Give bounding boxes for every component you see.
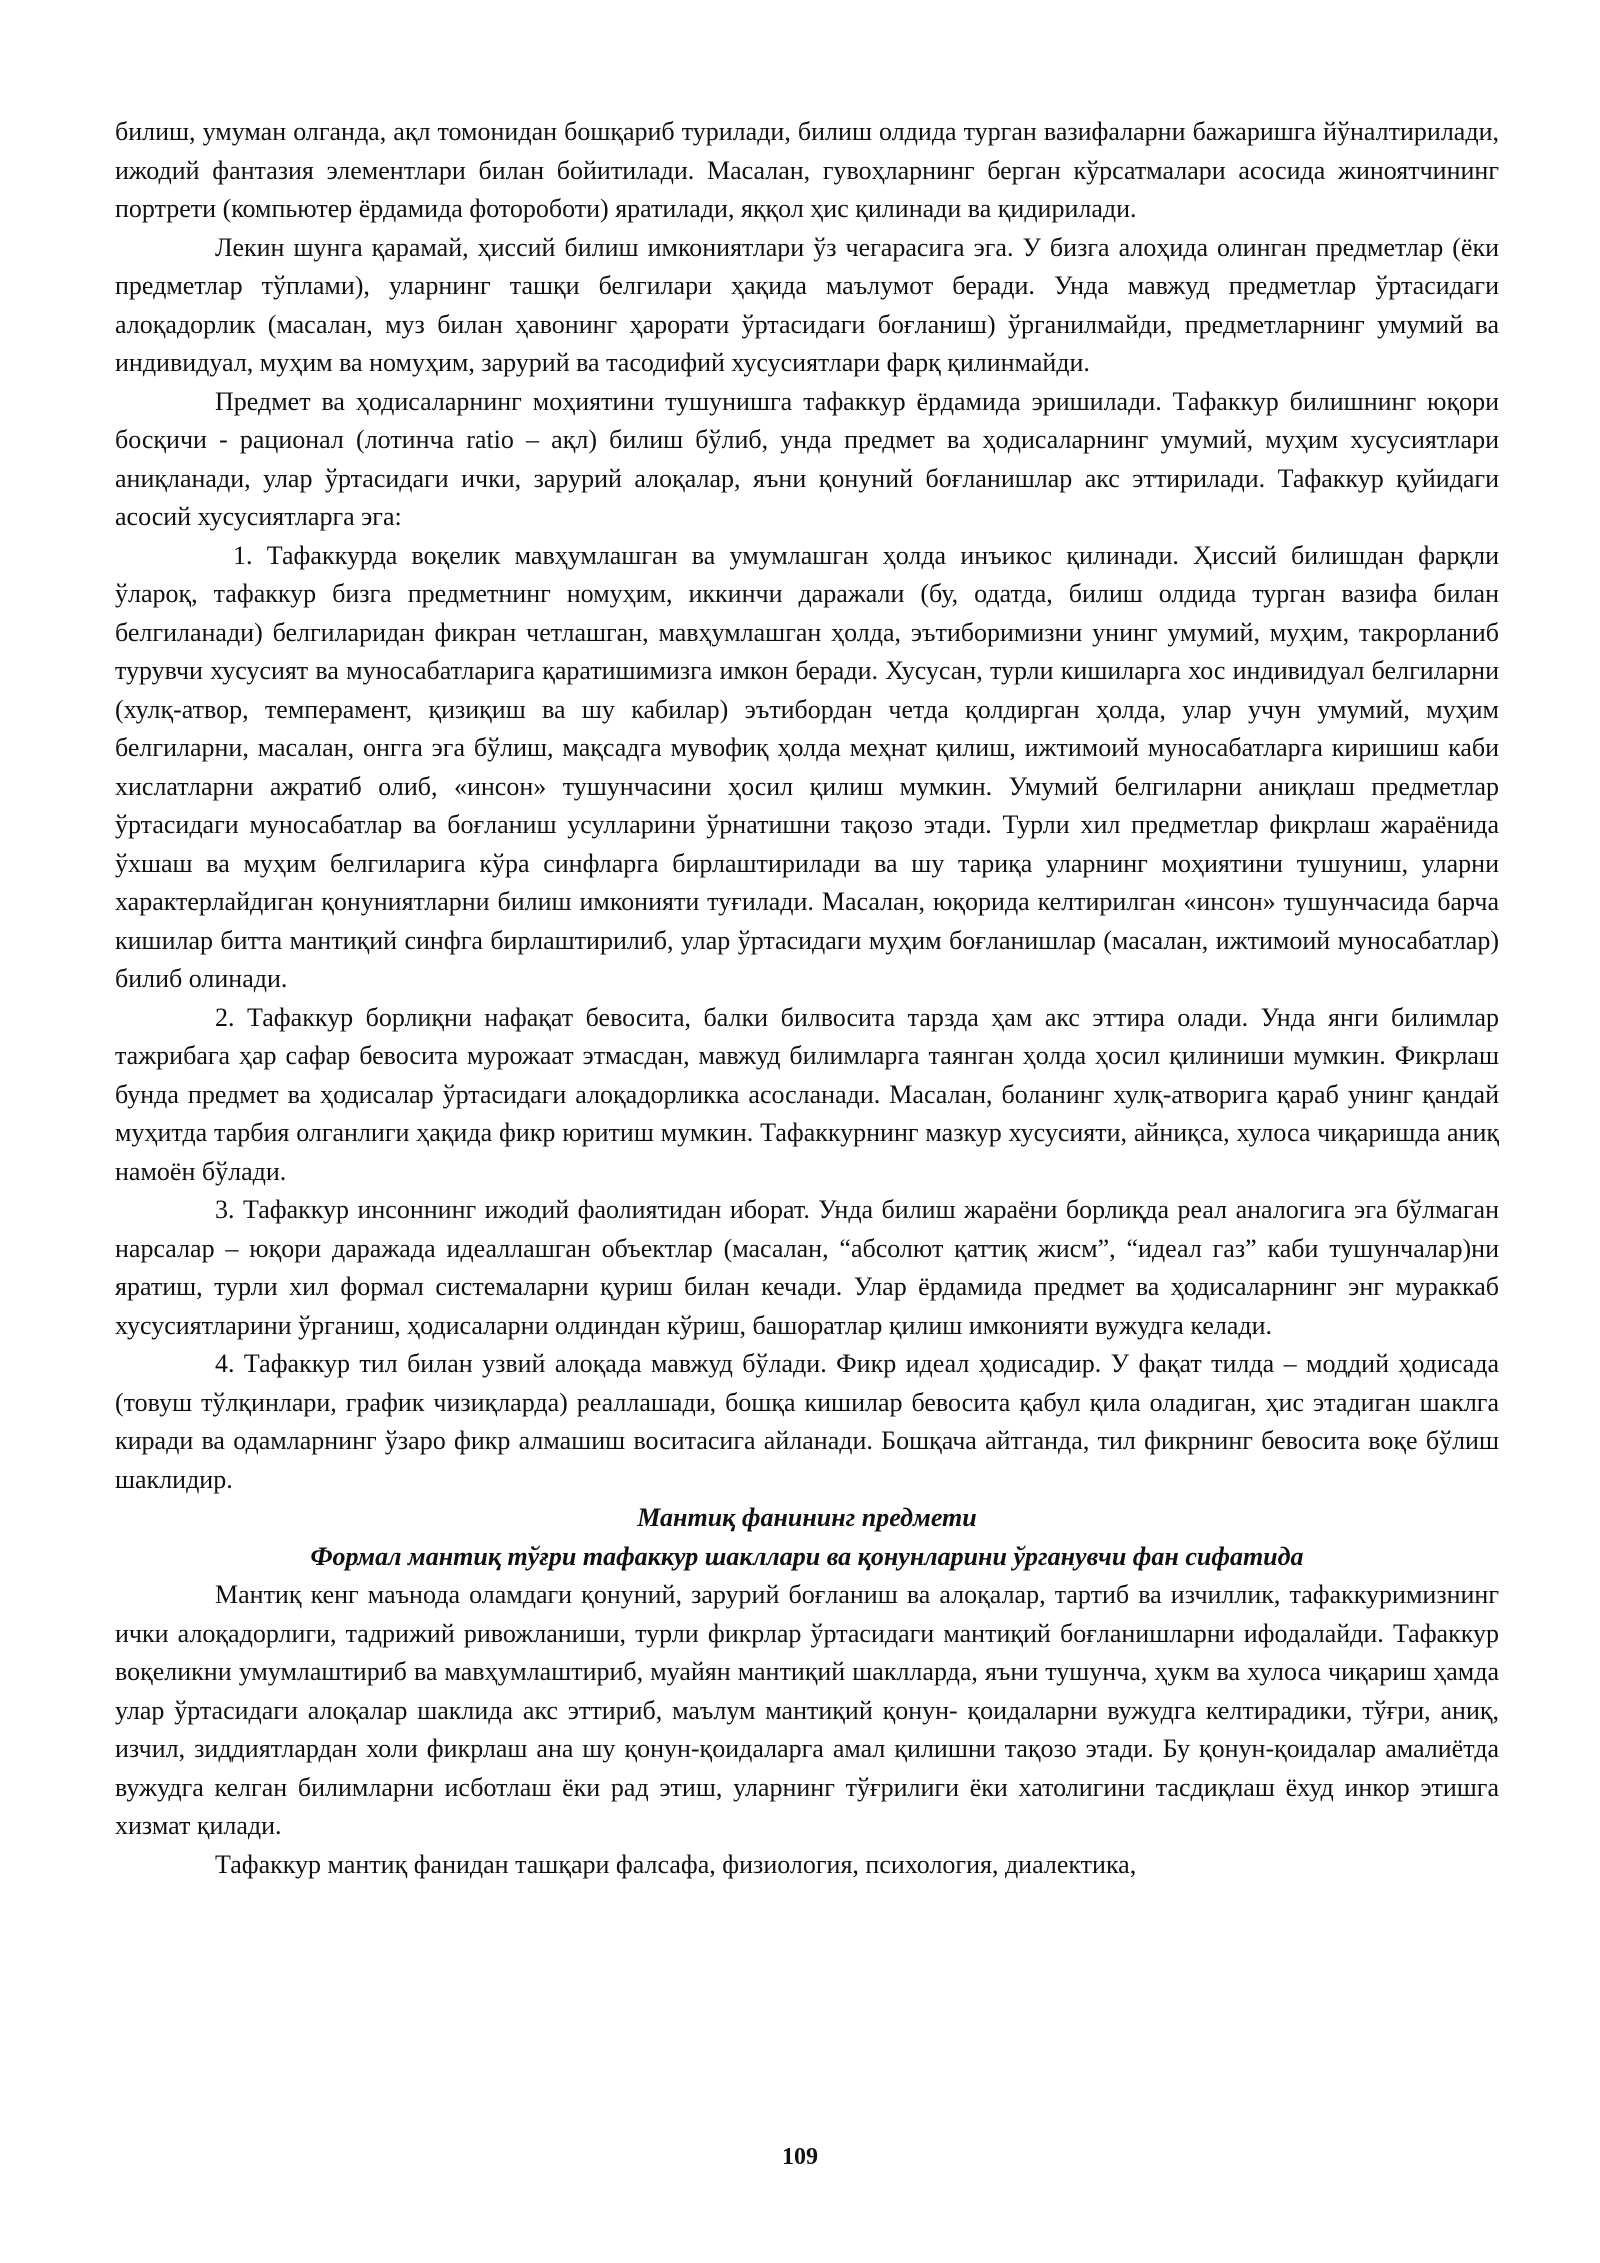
section-heading: Формал мантиқ тўғри тафаккур шакллари ва қонунларини ўрганувчи фан сифатида (310, 1541, 1304, 1571)
paragraph: 3. Тафаккур инсоннинг ижодий фаолиятидан иборат. Унда билиш жараёни борлиқда реал аналогига эга бўлмаган нарсалар – юқори даражада идеаллашган объектлар (масалан, “абсолют қаттиқ жисм”, “идеал газ” каби тушунчалар)ни яратиш, турли хил формал системаларни қуриш билан кечади. Улар ёрдамида предмет ва ҳодисаларнинг энг мураккаб хусусиятларини ўрганиш, ҳодисаларни олдиндан кўриш, башоратлар қилиш имконияти вужудга келади. (115, 1195, 1499, 1340)
document-body (115, 113, 1499, 1884)
paragraph: 1. Тафаккурда воқелик мавҳумлашган ва умумлашган ҳолда инъикос қилинади. Ҳиссий билишдан фарқли ўлароқ, тафаккур бизга предметнинг номуҳим, иккинчи даражали (бу, одатда, билиш олдида турган вазифа билан белгиланади) белгиларидан фикран четлашган, мавҳумлашган ҳолда, эътиборимизни унинг умумий, муҳим, такрорланиб турувчи хусусият ва муносабатларига қаратишимизга имкон беради. Хусусан, турли кишиларга хос индивидуал белгиларни (хулқ-атвор, темперамент, қизиқиш ва шу кабилар) эътибордан четда қолдирган ҳолда, улар учун умумий, муҳим белгиларни, масалан, онгга эга бўлиш, мақсадга мувофиқ ҳолда меҳнат қилиш, ижтимоий муносабатларга киришиш каби хислатларни ажратиб олиб, «инсон» тушунчасини ҳосил қилиш мумкин. Умумий белгиларни аниқлаш предметлар ўртасидаги муносабатлар ва боғланиш усулларини ўрнатишни тақозо этади. Турли хил предметлар фикрлаш жараёнида ўхшаш ва муҳим белгиларига кўра синфларга бирлаштирилади ва шу тариқа уларнинг моҳиятини тушуниш, уларни характерлайдиган қонуниятларни билиш имконияти туғилади. Масалан, юқорида келтирилган «инсон» тушунчасида барча кишилар битта мантиқий синфга бирлаштирилиб, улар ўртасидаги муҳим боғланишлар (масалан, ижтимоий муносабатлар) билиб олинади. (115, 540, 1499, 993)
paragraph: Лекин шунга қарамай, ҳиссий билиш имкониятлари ўз чегарасига эга. У бизга алоҳида олинган предметлар (ёки предметлар тўплами), уларнинг ташқи белгилари ҳақида маълумот беради. Унда мавжуд предметлар ўртасидаги алоқадорлик (масалан, муз билан ҳавонинг ҳарорати ўртасидаги боғланиш) ўрганилмайди, предметларнинг умумий ва индивидуал, муҳим ва номуҳим, зарурий ва тасодифий хусусиятлари фарқ қилинмайди. (115, 232, 1499, 377)
paragraph: 4. Тафаккур тил билан узвий алоқада мавжуд бўлади. Фикр идеал ҳодисадир. У фақат тилда – моддий ҳодисада (товуш тўлқинлари, график чизиқларда) реаллашади, бошқа кишилар бевосита қабул қила оладиган, ҳис этадиган шаклга киради ва одамларнинг ўзаро фикр алмашиш воситасига айланади. Бошқача айтганда, тил фикрнинг бевосита воқе бўлиш шаклидир. (115, 1349, 1499, 1494)
section-heading: Мантиқ фанининг предмети (637, 1503, 977, 1532)
paragraph: Мантиқ кенг маънода оламдаги қонуний, зарурий боғланиш ва алоқалар, тартиб ва изчиллик, тафаккуримизнинг ички алоқадорлиги, тадрижий ривожланиши, турли фикрлар ўртасидаги мантиқий боғланишларни ифодалайди. Тафаккур воқеликни умумлаштириб ва мавҳумлаштириб, муайян мантиқий шаклларда, яъни тушунча, ҳукм ва хулоса чиқариш ҳамда улар ўртасидаги алоқалар шаклида акс эттириб, маълум мантиқий қонун- қоидаларни вужудга келтирадики, тўғри, аниқ, изчил, зиддиятлардан холи фикрлаш ана шу қонун-қоидаларга амал қилишни тақозо этади. Бу қонун-қоидалар амалиётда вужудга келган билимларни исботлаш ёки рад этиш, уларнинг тўғрилиги ёки хатолигини тасдиқлаш ёхуд инкор этишга хизмат қилади. (115, 1580, 1499, 1840)
paragraph: Тафаккур мантиқ фанидан ташқари фалсафа, физиология, психология, диалектика, (215, 1849, 1137, 1879)
page-number: 109 (782, 2144, 818, 2170)
paragraph: Предмет ва ҳодисаларнинг моҳиятини тушунишга тафаккур ёрдамида эришилади. Тафаккур билишнинг юқори босқичи - рационал (лотинча ratio – ақл) билиш бўлиб, унда предмет ва ҳодисаларнинг умумий, муҳим хусусиятлари аниқланади, улар ўртасидаги ички, зарурий алоқалар, яъни қонуний боғланишлар акс эттирилади. Тафаккур қуйидаги асосий хусусиятларга эга: (115, 386, 1499, 531)
paragraph: билиш, умуман олганда, ақл томонидан бошқариб турилади, билиш олдида турган вазифаларни бажаришга йўналтирилади, ижодий фантазия элементлари билан бойитилади. Масалан, гувоҳларнинг берган кўрсатмалари асосида жиноятчининг портрети (компьютер ёрдамида фотороботи) яратилади, яққол ҳис қилинади ва қидирилади. (115, 117, 1499, 223)
paragraph: 2. Тафаккур борлиқни нафақат бевосита, балки билвосита тарзда ҳам акс эттира олади. Унда янги билимлар тажрибага ҳар сафар бевосита мурожаат этмасдан, мавжуд билимларга таянган ҳолда ҳосил қилиниши мумкин. Фикрлаш бунда предмет ва ҳодисалар ўртасидаги алоқадорликка асосланади. Масалан, боланинг хулқ-атворига қараб унинг қандай муҳитда тарбия олганлиги ҳақида фикр юритиш мумкин. Тафаккурнинг мазкур хусусияти, айниқса, хулоса чиқаришда аниқ намоён бўлади. (115, 1002, 1499, 1186)
